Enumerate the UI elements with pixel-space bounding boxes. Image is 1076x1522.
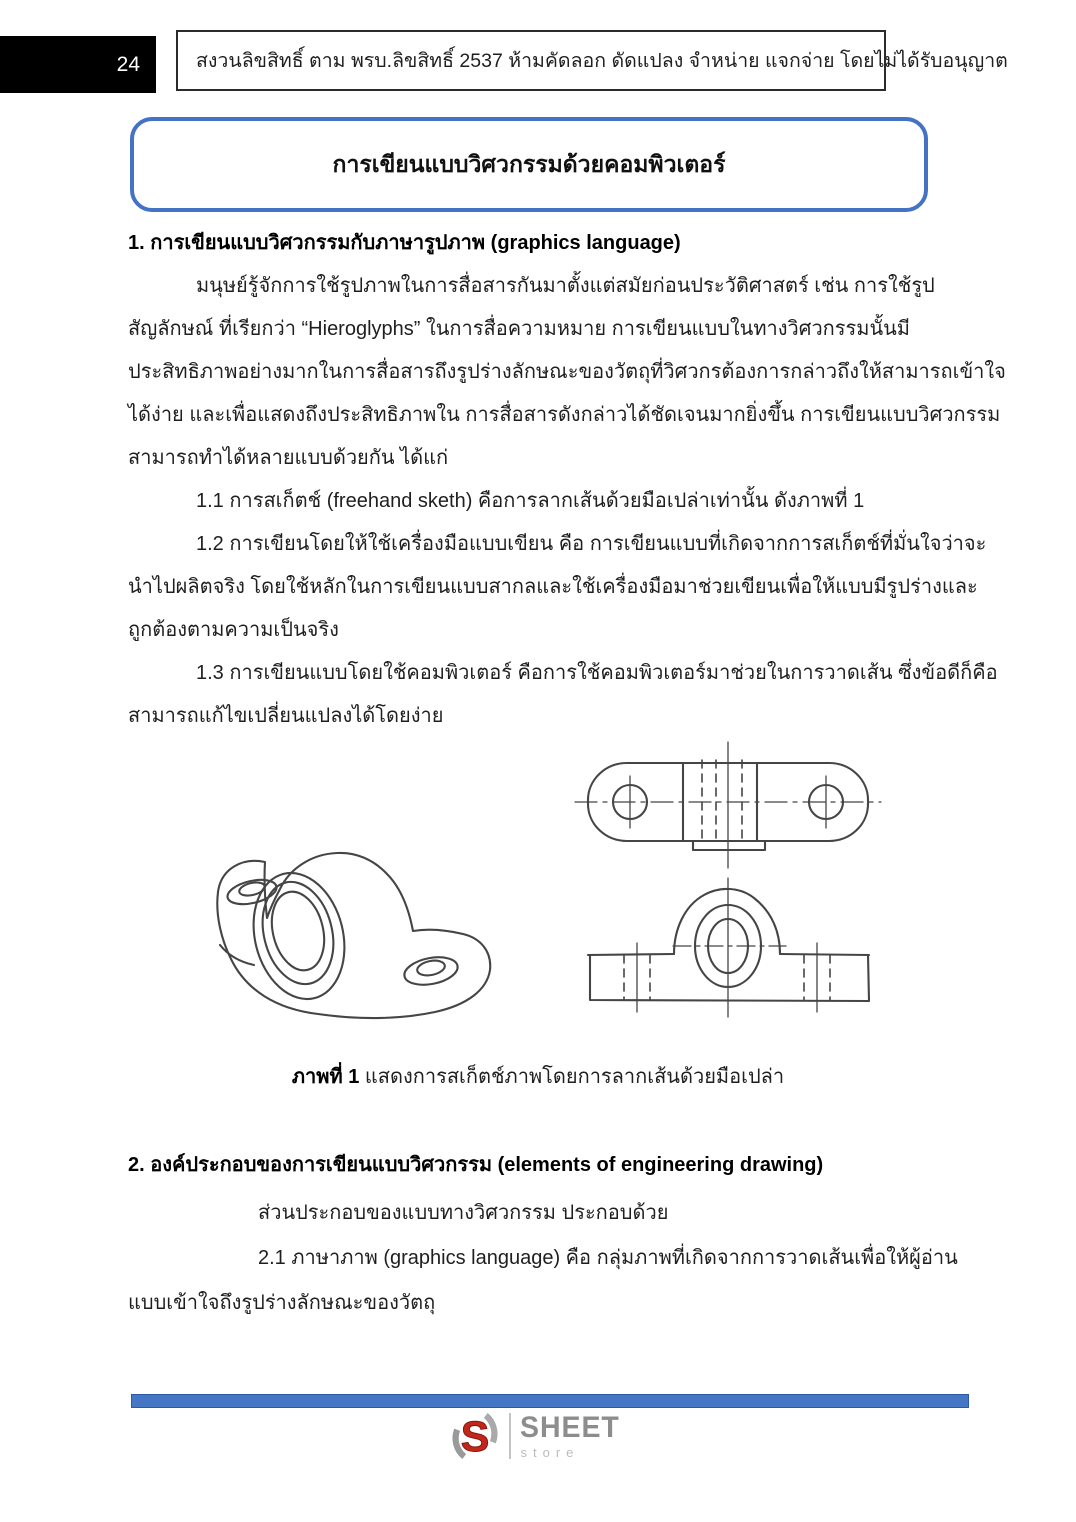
page-title-box xyxy=(130,117,928,212)
front-view-sketch xyxy=(588,878,869,1017)
body-line: ถูกต้องตามความเป็นจริง xyxy=(128,619,339,641)
engineering-sketch-drawing xyxy=(168,740,928,1052)
body-line: สามารถแก้ไขเปลี่ยนแปลงได้โดยง่าย xyxy=(128,705,444,727)
sheet-store-logo xyxy=(0,1408,1076,1464)
logo-divider xyxy=(509,1413,511,1459)
section-1-heading: 1. การเขียนแบบวิศวกรรมกับภาษารูปภาพ (graphics language) xyxy=(128,232,681,254)
body-line: ส่วนประกอบของแบบทางวิศวกรรม ประกอบด้วย xyxy=(258,1202,669,1224)
body-line: ได้ง่าย และเพื่อแสดงถึงประสิทธิภาพใน การสื่อสารดังกล่าวได้ชัดเจนมากยิ่งขึ้น การเขียนแบบวิศวกรรม xyxy=(128,404,1001,426)
logo-s-letter: S xyxy=(461,1413,490,1462)
logo-text-block xyxy=(520,1413,625,1459)
section-2-heading: 2. องค์ประกอบของการเขียนแบบวิศวกรรม (elements of engineering drawing) xyxy=(128,1154,824,1176)
figure-caption xyxy=(0,1060,1076,1092)
sheet-store-logo-icon xyxy=(450,1408,500,1464)
logo-subtitle: store xyxy=(520,1445,580,1460)
page-number-box xyxy=(0,36,156,93)
list-item-1-2: 1.2 การเขียนโดยให้ใช้เครื่องมือแบบเขียน คือ การเขียนแบบที่เกิดจากการสเก็ตช์ที่มั่นใจว่าจะ xyxy=(196,533,987,555)
footer-divider-bar xyxy=(131,1394,969,1408)
figure-caption-text: แสดงการสเก็ตช์ภาพโดยการลากเส้นด้วยมือเปล่า xyxy=(359,1066,785,1088)
copyright-notice-box xyxy=(176,30,1008,91)
top-view-sketch xyxy=(575,742,881,868)
page-number: 24 xyxy=(116,52,140,76)
page-title: การเขียนแบบวิศวกรรมด้วยคอมพิวเตอร์ xyxy=(332,150,726,177)
figure-freehand-sketch xyxy=(168,740,928,1052)
isometric-sketch xyxy=(217,853,490,1018)
body-line: ประสิทธิภาพอย่างมากในการสื่อสารถึงรูปร่างลักษณะของวัตถุที่วิศวกรต้องการกล่าวถึงให้สามารถเข้าใจ xyxy=(128,361,1006,383)
list-item-2-1: 2.1 ภาษาภาพ (graphics language) คือ กลุ่มภาพที่เกิดจากการวาดเส้นเพื่อให้ผู้อ่าน xyxy=(258,1247,958,1269)
figure-caption-label: ภาพที่ 1 xyxy=(291,1066,360,1088)
body-line: แบบเข้าใจถึงรูปร่างลักษณะของวัตถุ xyxy=(128,1292,436,1314)
logo-title: SHEET xyxy=(520,1411,621,1444)
body-line: มนุษย์รู้จักการใช้รูปภาพในการสื่อสารกันมาตั้งแต่สมัยก่อนประวัติศาสตร์ เช่น การใช้รูป xyxy=(196,275,935,297)
body-line: สามารถทำได้หลายแบบด้วยกัน ได้แก่ xyxy=(128,447,449,469)
list-item-1-3: 1.3 การเขียนแบบโดยใช้คอมพิวเตอร์ คือการใช้คอมพิวเตอร์มาช่วยในการวาดเส้น ซึ่งข้อดีก็คือ xyxy=(196,662,998,684)
copyright-notice: สงวนลิขสิทธิ์ ตาม พรบ.ลิขสิทธิ์ 2537 ห้ามคัดลอก ดัดแปลง จำหน่าย แจกจ่าย โดยไม่ได้รับอนุญาต xyxy=(196,50,1008,72)
body-line: นำไปผลิตจริง โดยใช้หลักในการเขียนแบบสากลและใช้เครื่องมือมาช่วยเขียนเพื่อให้แบบมีรูปร่างและ xyxy=(128,576,978,598)
list-item-1-1: 1.1 การสเก็ตช์ (freehand sketh) คือการลากเส้นด้วยมือเปล่าเท่านั้น ดังภาพที่ 1 xyxy=(196,490,865,512)
body-line: สัญลักษณ์ ที่เรียกว่า “Hieroglyphs” ในการสื่อความหมาย การเขียนแบบในทางวิศวกรรมนั้นมี xyxy=(128,318,910,340)
